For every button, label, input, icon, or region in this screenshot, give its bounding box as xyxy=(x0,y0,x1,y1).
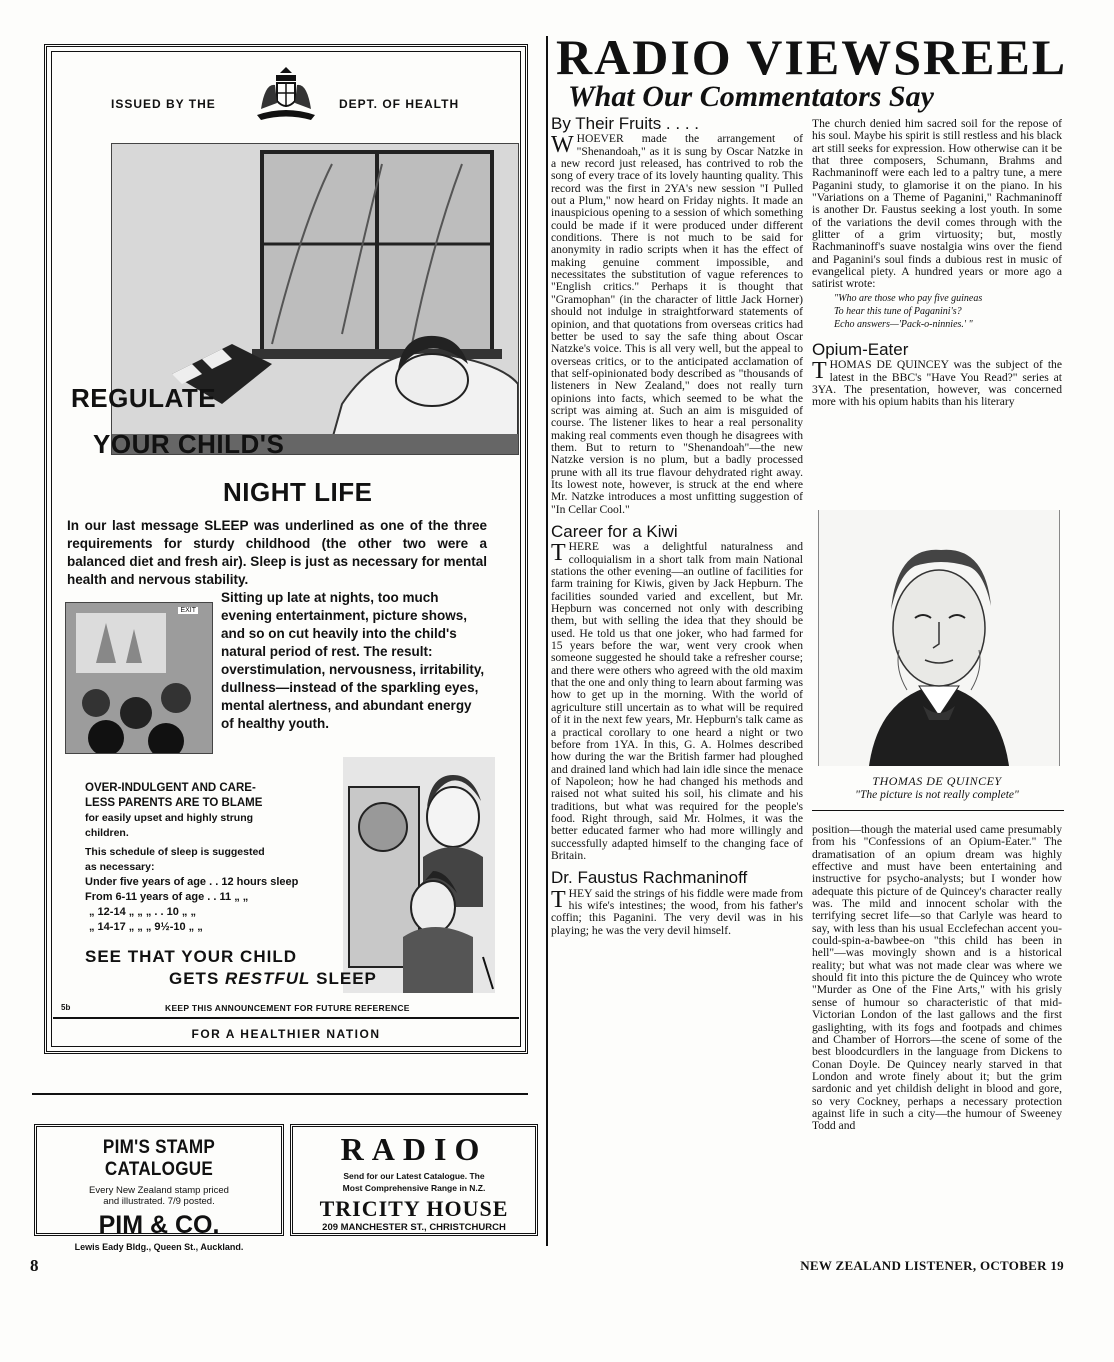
verse-line-2: To hear this tune of Paganini's? xyxy=(834,305,962,317)
section-body-career-for-a-kiwi: HERE was a delightful naturalness and colloquialism in a short talk from main National stations the other evening—an outline of facilities for farm training for Kiwis, given by Jack Hepburn. The facilities sounded varied and excellent, but Mr. Hepburn was concerned not only with describing them, but with selling the idea that they should be used. He told us that one joker, who had farmed for 15 years before the war, went very crook when someone suggested he should take a refresher course; and there were others who agreed with the old maxim that the one and only thing to learn about farming was how to get up in the morning. With the world of agriculture still uncertain as to what will be required of it in the next few years, Mr. Hepburn's talk came as a practical corollary to one heard a night or two before from 1YA. In this, G. A. Holmes described how during the war the British farmer had ploughed and drained land which had lain idle since the menace of Napoleon; how he had changed his methods and raised not what suited his soil, his climate and his traditions, but what was required for the people's food. Right through, said Mr. Holmes, it was the better educated farmer who had more willingly and successfully adapted himself to the changing face of Britain. xyxy=(551,540,803,862)
family-radio-illustration xyxy=(343,757,495,993)
blame-line-4: children. xyxy=(85,827,129,839)
dropcap-t3: T xyxy=(812,358,827,385)
headline-night-life: NIGHT LIFE xyxy=(223,477,373,507)
caption-divider xyxy=(812,810,1064,811)
section-title-by-their-fruits: By Their Fruits . . . . xyxy=(551,114,699,133)
pim-title: PIM'S STAMP CATALOGUE xyxy=(102,1137,216,1180)
blame-line-1: OVER-INDULGENT AND CARE- xyxy=(85,782,256,794)
schedule-intro-2: as necessary: xyxy=(85,861,155,873)
verse-line-3: Echo answers—'Pack-o-ninnies.' " xyxy=(834,318,973,330)
coat-of-arms-icon xyxy=(251,63,321,123)
dropcap-t: T xyxy=(551,540,566,567)
tricity-address: 209 MANCHESTER ST., CHRISTCHURCH xyxy=(322,1222,506,1233)
page-number: 8 xyxy=(30,1256,39,1275)
blame-line-3: for easily upset and highly strung xyxy=(85,812,254,824)
pim-line-2: and illustrated. 7/9 posted. xyxy=(103,1196,215,1207)
tricity-name: TRICITY HOUSE xyxy=(319,1196,509,1221)
dropcap-w: W xyxy=(551,132,574,159)
blame-line-2: LESS PARENTS ARE TO BLAME xyxy=(85,797,263,809)
tricity-radio-advert xyxy=(290,1124,538,1236)
exit-sign: EXIT xyxy=(180,607,196,614)
headline-regulate: REGULATE xyxy=(71,383,217,413)
page-vertical-divider xyxy=(546,36,548,1246)
cinema-audience-illustration xyxy=(65,602,213,754)
portrait-caption-name: THOMAS DE QUINCEY xyxy=(872,774,1002,788)
section-title-career-for-a-kiwi: Career for a Kiwi xyxy=(551,522,678,541)
health-advertisement xyxy=(44,44,528,1054)
sleep-text: SLEEP xyxy=(310,969,377,988)
ad-result-paragraph: Sitting up late at nights, too much evening entertainment, picture shows, and so on cut heavily into the child's natural period of rest. The result: overstimulation, nervousness, irritability, dullness—instead of the sparkling eyes, mental alertness, and abundant energy of healthy youth. xyxy=(221,590,485,731)
headline-your-childs: YOUR CHILD'S xyxy=(93,429,285,459)
article-column-2 xyxy=(812,118,1062,409)
ad-footer-divider xyxy=(53,1017,519,1019)
left-column-divider xyxy=(32,1093,528,1095)
article-column-2-lower xyxy=(812,824,1062,1133)
schedule-row-12-14: „ 12-14 „ „ „ . . 10 „ „ xyxy=(89,906,196,918)
publication-line: NEW ZEALAND LISTENER, OCTOBER 19 xyxy=(800,1258,1064,1273)
keep-announcement-note: KEEP THIS ANNOUNCEMENT FOR FUTURE REFERENCE xyxy=(165,1003,410,1013)
schedule-intro: This schedule of sleep is suggested xyxy=(85,846,265,858)
de-quincey-portrait xyxy=(818,510,1060,766)
pim-address: Lewis Eady Bldg., Queen St., Auckland. xyxy=(74,1242,244,1252)
pim-name: PIM & CO. xyxy=(98,1211,220,1239)
section-title-dr-faustus: Dr. Faustus Rachmaninoff xyxy=(551,868,748,888)
section-body-opium-eater: HOMAS DE QUINCEY was the subject of the latest in the BBC's "Have You Read?" series at 3YA. The presentation, however, was concerned more with his opium habits than his literary xyxy=(812,358,1062,409)
gets-text: GETS xyxy=(169,969,226,988)
see-that-your-child: SEE THAT YOUR CHILD xyxy=(85,947,297,966)
schedule-row-14-17: „ 14-17 „ „ „ 9½-10 „ „ xyxy=(89,921,203,933)
gets-restful-sleep xyxy=(169,969,377,989)
issued-by-label: ISSUED BY THE xyxy=(111,97,216,111)
radio-line-2: Most Comprehensive Range in N.Z. xyxy=(342,1183,486,1193)
section-body-dr-faustus: HEY said the strings of his fiddle were made from his wife's intestines; the wood, from his father's coffin; this Paganini. The very devil was in his playing; he was the very devil himself. xyxy=(551,886,803,937)
ad-code: 5b xyxy=(61,1003,71,1012)
schedule-row-under-five: Under five years of age . . 12 hours sleep xyxy=(85,876,299,888)
section-title-opium-eater: Opium-Eater xyxy=(812,339,909,359)
ad-intro-paragraph: In our last message SLEEP was underlined as one of the three requirements for sturdy childhood (the other two were a balanced diet and fresh air). Sleep is just as necessary for mental health and nervous stability. xyxy=(67,518,487,587)
section-body-opium-eater-continued: position—though the material used came presumably from his "Confessions of an Opium-Eater." The dramatisation of an opium dream was highly effective and must have been entertaining and instructive for psycho-analysts; but I wonder how adequate this picture of de Quincey's character really was. The mild and innocent scholar with the terrifying secret life—so that Carlyle was heard to say, with less than his usual Ecclefechan accent you-could-spin-a-bawbee-on "this child has been in hell"—was movingly shown and is a historical reality; but what was not made clear was where we should fit into this picture the de Quincey who wrote "Murder as One of the Fine Arts," with his grisly sense of humour so characteristic of that mid-Victorian London of the last gallows and the first gaslighting, with its fogs and footpads and chimes and Chamber of Horrors—the scene of some of the best bloodcurdlers in the language from Dickens to Conan Doyle. De Quincey nearly starved in that London and wrote finely about it; but the grim sardonic and yet childish delight in blood and gore, so very Cockney, perhaps a necessary protection against life in such a city—the humour of Sweeney Todd and xyxy=(812,823,1062,1133)
schedule-row-6-11: From 6-11 years of age . . 11 „ „ xyxy=(85,891,249,903)
article-column-1 xyxy=(551,114,803,937)
ad-footer-slogan: FOR A HEALTHIER NATION xyxy=(191,1027,381,1041)
restful-text: RESTFUL xyxy=(225,969,311,988)
masthead-title: RADIO VIEWSREEL xyxy=(556,29,1068,85)
pim-line-1: Every New Zealand stamp priced xyxy=(89,1185,229,1196)
radio-title: RADIO xyxy=(340,1131,488,1167)
dept-label: DEPT. OF HEALTH xyxy=(339,97,460,111)
radio-line-1: Send for our Latest Catalogue. The xyxy=(343,1171,485,1181)
masthead-subtitle: What Our Commentators Say xyxy=(568,80,934,113)
dropcap-t2: T xyxy=(551,886,566,913)
pim-stamp-advert xyxy=(34,1124,284,1252)
portrait-caption-quote: "The picture is not really complete" xyxy=(855,789,1019,801)
verse-line-1: "Who are those who pay five guineas xyxy=(834,292,983,304)
section-body-by-their-fruits: HOEVER made the arrangement of "Shenandoah," as it is sung by Oscar Natzke in a new record just released, has contrived to rob the song of every trace of its lovely haunting quality. This record was the first in 2YA's new session "I Pulled out a Plum," now heard on Friday nights. It made an inauspicious opening to a session of which something could be made if it were produced under different conditions. There is not much to be said for anonymity in radio scripts when it has the effect of making genuine comment impossible, and necessitates the substitution of vague references to "English critics." Perhaps it is thought that "Gramophan" (in the character of little Jack Horner) should not indulge in straightforward statements of opinion, and that quotations from overseas critics had better be used to say the safe thing about Oscar Natzke's voice. This is all very well, but the appeal to overseas critics, or to the anticipated acclamation of that self-opinionated body described as "thousands of listeners in New Zealand," does not really turn opinions into facts, which seemed to be what the script was aiming at. Such an aim is misguided of course. The listener likes to hear a real personality making real comments even though he disagrees with them. But to return to "Shenandoah"—the new Natzke version is no plum, but a badly processed prune with all its true flavour dehydrated right away. Its lowest note, however, is struck at the end where Mr. Natzke introduces a most unfitting suggestion of "In Cellar Cool." xyxy=(551,132,803,516)
section-body-faustus-continued: The church denied him sacred soil for the repose of his soul. Maybe his spirit is still restless and his black art still seeks for expression. How otherwise can it be that three composers, Schumann, Brahms and Rachmaninoff were each led to a paltry tune, a mere Paganini study, to glamorise it on the piano. In his "Variations on a Theme of Paganini," Rachmaninoff is another Dr. Faustus seeking a lost youth. In some of the variations the devil comes through with the glitter of a grim virtuosity; but, mostly Rachmaninoff's suave nostalgia wins over the fiend and Paganini's soul finds a dubious rest in music of evangelical piety. A hundred years or more ago a satirist wrote: xyxy=(812,117,1062,291)
